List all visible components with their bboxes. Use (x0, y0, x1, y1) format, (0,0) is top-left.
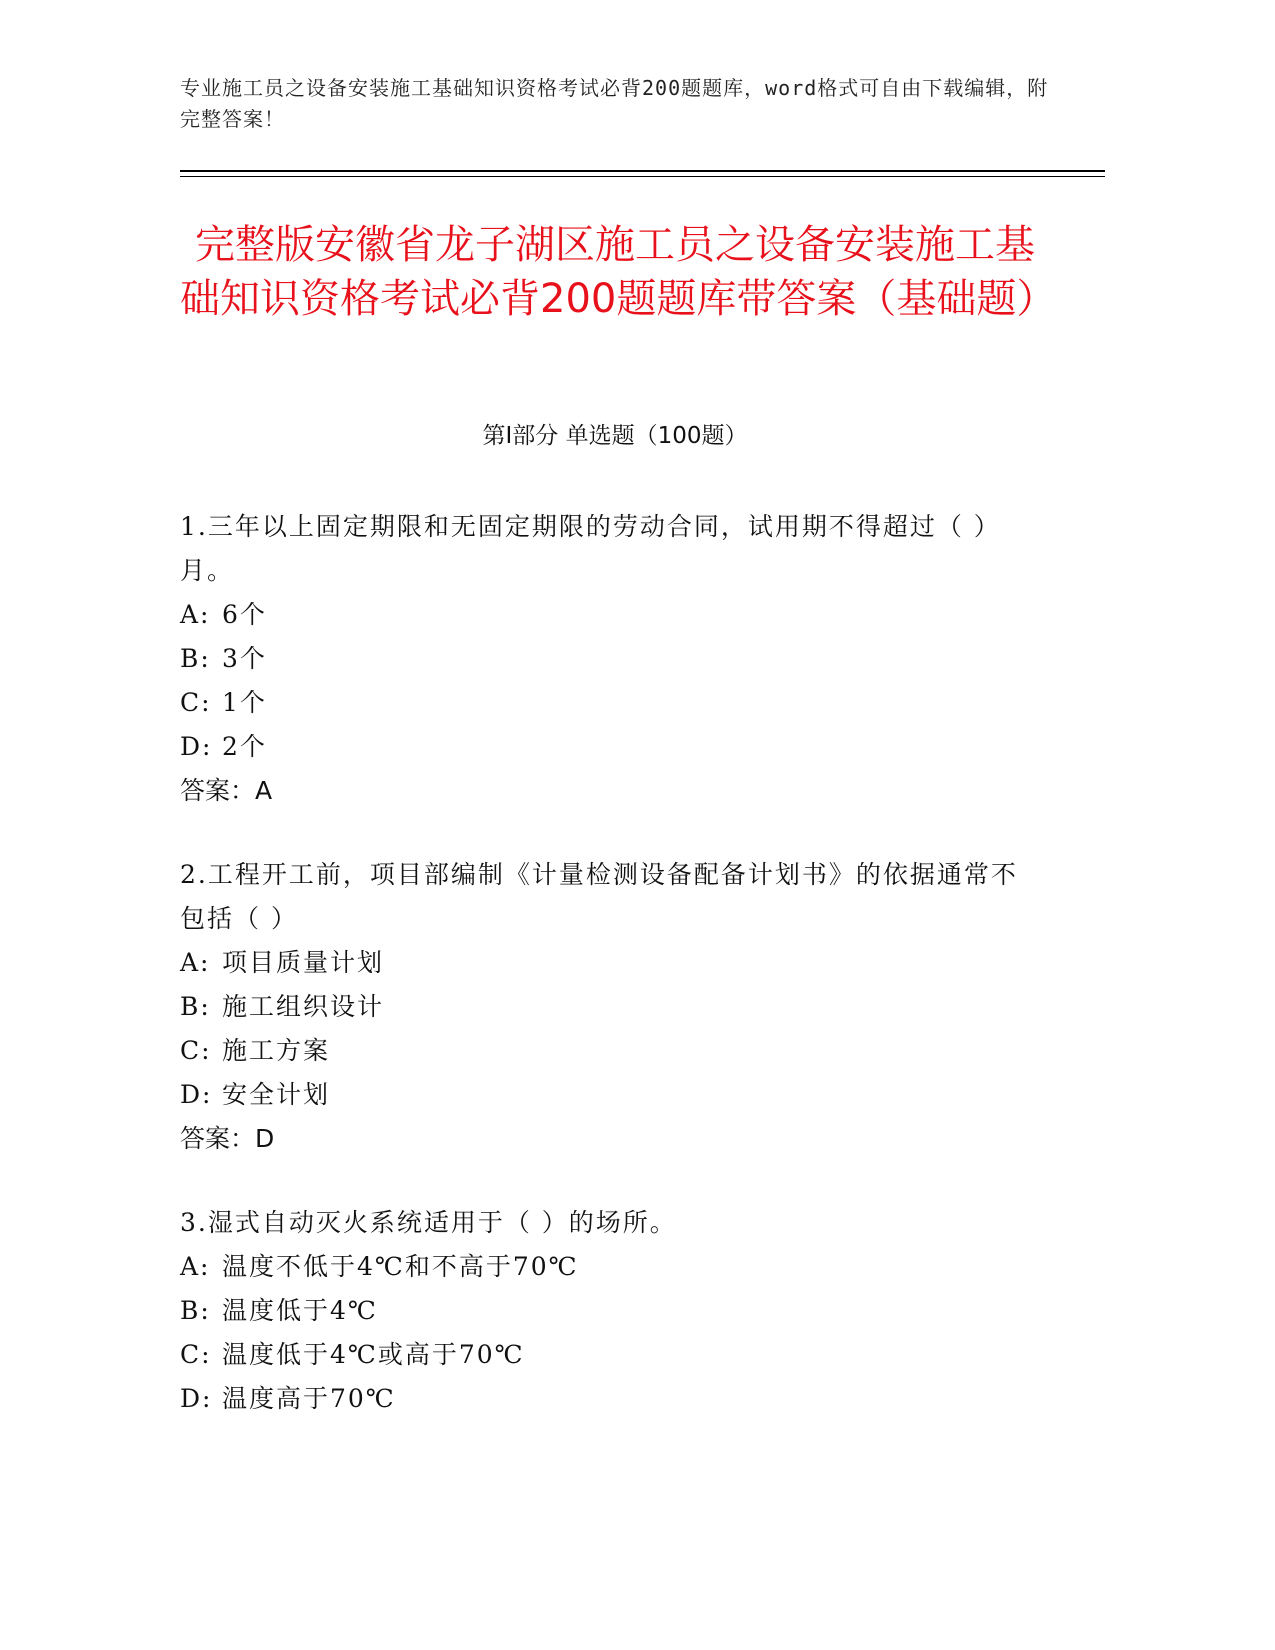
option-letter: C: (180, 1340, 212, 1369)
option-b (180, 637, 1025, 681)
question-stem: 1.三年以上固定期限和无固定期限的劳动合同，试用期不得超过（ ）月。 (180, 512, 1001, 585)
option-c (180, 681, 1025, 725)
option-letter: D: (180, 732, 213, 761)
header-note: 专业施工员之设备安装施工基础知识资格考试必背200题题库，word格式可自由下载编辑，附完整答案！ (180, 76, 1049, 131)
option-text: 2个 (222, 732, 267, 761)
option-text: 温度低于4℃ (222, 1296, 378, 1325)
section-heading: 第Ⅰ部分 单选题（100题） (482, 423, 748, 449)
answer: 答案：D (180, 1124, 275, 1153)
question-list (180, 505, 1025, 1461)
option-text: 3个 (222, 644, 267, 673)
option-text: 项目质量计划 (222, 948, 385, 977)
option-text: 施工方案 (222, 1036, 331, 1065)
option-text: 安全计划 (222, 1080, 331, 1109)
option-text: 温度不低于4℃和不高于70℃ (222, 1252, 579, 1281)
option-letter: D: (180, 1384, 213, 1413)
option-text: 1个 (222, 688, 267, 717)
option-letter: A: (180, 600, 211, 629)
header-divider-thick (180, 170, 1105, 172)
option-letter: A: (180, 1252, 211, 1281)
option-letter: B: (180, 644, 211, 673)
option-letter: B: (180, 992, 211, 1021)
option-d (180, 725, 1025, 769)
option-text: 施工组织设计 (222, 992, 385, 1021)
option-letter: B: (180, 1296, 211, 1325)
option-letter: A: (180, 948, 211, 977)
option-a (180, 593, 1025, 637)
answer: 答案：A (180, 776, 273, 805)
option-c (180, 1333, 1025, 1377)
option-letter: D: (180, 1080, 213, 1109)
option-a (180, 941, 1025, 985)
question-2 (180, 853, 1025, 1161)
option-d (180, 1377, 1025, 1421)
document-title: 完整版安徽省龙子湖区施工员之设备安装施工基础知识资格考试必背200题题库带答案（基础题） (180, 222, 1057, 322)
question-1 (180, 505, 1025, 813)
option-c (180, 1029, 1025, 1073)
option-b (180, 1289, 1025, 1333)
option-letter: C: (180, 1036, 212, 1065)
question-3 (180, 1201, 1025, 1421)
option-text: 温度高于70℃ (222, 1384, 396, 1413)
question-stem: 2.工程开工前，项目部编制《计量检测设备配备计划书》的依据通常不包括（ ） (180, 860, 1018, 933)
header-divider-thin (180, 176, 1105, 177)
option-d (180, 1073, 1025, 1117)
option-b (180, 985, 1025, 1029)
option-text: 温度低于4℃或高于70℃ (222, 1340, 525, 1369)
question-stem: 3.湿式自动灭火系统适用于（ ）的场所。 (180, 1208, 677, 1237)
option-a (180, 1245, 1025, 1289)
option-letter: C: (180, 688, 212, 717)
option-text: 6个 (222, 600, 267, 629)
